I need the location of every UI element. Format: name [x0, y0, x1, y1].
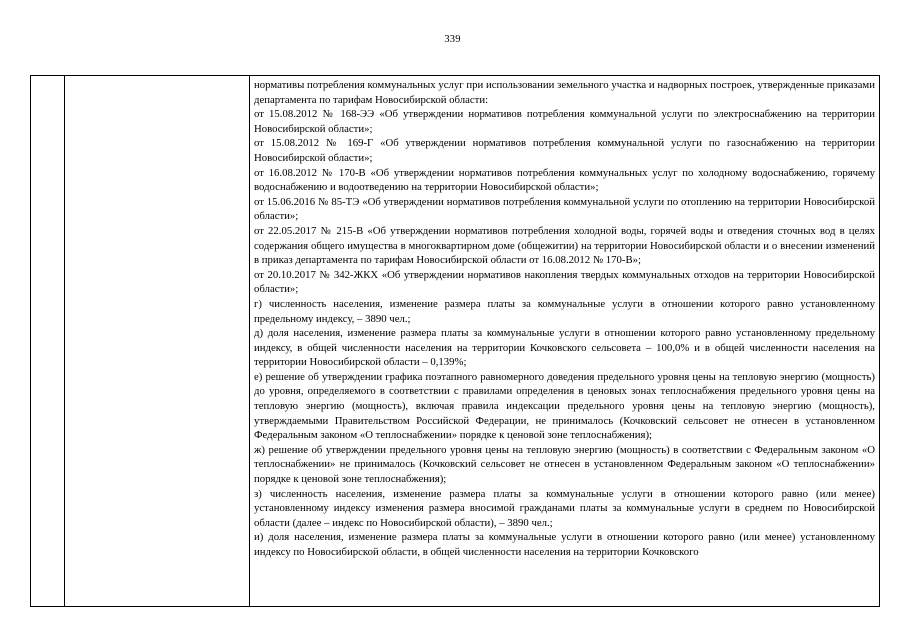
- table-row: [31, 76, 880, 607]
- paragraph: нормативы потребления коммунальных услуг при использовании земельного участка и надворных построек, утвержденные приказами департамента по тарифам Новосибирской области:: [254, 79, 875, 106]
- page-number: 339: [444, 34, 461, 45]
- content-cell: [250, 76, 880, 607]
- paragraph: г) численность населения, изменение размера платы за коммунальные услуги в отношении которого равно установленному предельному индексу, – 3890 чел.;: [254, 297, 875, 325]
- number-cell: [31, 76, 65, 607]
- paragraph: от 15.06.2016 № 85-ТЭ «Об утверждении нормативов потребления коммунальной услуги по отоплению на территории Новосибирской области»;: [254, 195, 875, 223]
- paragraph: от 22.05.2017 № 215-В «Об утверждении нормативов потребления холодной воды, горячей воды и отведения сточных вод в целях содержания общего имущества в многоквартирном доме (общежитии) на территории Новосибирской области и о внесении изменений в приказ департамента по тарифам Новосибирской области от 16.08.2012 № 170-В»;: [254, 224, 875, 267]
- paragraph: от 16.08.2012 № 170-В «Об утверждении нормативов потребления коммунальных услуг по холодному водоснабжению, горячему водоснабжению и водоотведению на территории Новосибирской области»;: [254, 166, 875, 194]
- paragraph: от 15.08.2012 № 169-Г «Об утверждении нормативов потребления коммунальной услуги по газоснабжению на территории Новосибирской области»;: [254, 137, 875, 164]
- paragraph: ж) решение об утверждении предельного уровня цены на тепловую энергию (мощность) в соответствии с Федеральным законом «О теплоснабжении» не принималось (Кочковский сельсовет не отнесен в установленном Федеральным законом «О теплоснабжении» порядке к ценовой зоне теплоснабжения);: [254, 443, 875, 486]
- paragraph: и) доля населения, изменение размера платы за коммунальные услуги в отношении которого равно (или менее) установленному индексу по Новосибирской области, в общей численности населения на территории Кочковского: [254, 531, 875, 558]
- paragraph: от 15.08.2012 № 168-ЭЭ «Об утверждении нормативов потребления коммунальной услуги по электроснабжению на территории Новосибирской области»;: [254, 108, 875, 135]
- paragraph: от 20.10.2017 № 342-ЖКХ «Об утверждении нормативов накопления твердых коммунальных отходов на территории Новосибирской области»;: [254, 268, 875, 296]
- name-cell: [65, 76, 250, 607]
- paragraph: д) доля населения, изменение размера платы за коммунальные услуги в отношении которого равно установленному предельному индексу, в общей численности населения на территории Кочковского сельсовета – 100,0% и в общей численности населения на территории Новосибирской области – 0,139%;: [254, 327, 875, 369]
- document-table: [30, 75, 880, 607]
- paragraph: з) численность населения, изменение размера платы за коммунальные услуги в отношении которого равно (или менее) установленному индексу изменения размера вносимой гражданами платы за коммунальные услуги в среднем по Новосибирской области (далее – индекс по Новосибирской области), – 3890 чел.;: [254, 487, 875, 529]
- paragraph: е) решение об утверждении графика поэтапного равномерного доведения предельного уровня цены на тепловую энергию (мощность) до уровня, определяемого в соответствии с правилами определения в ценовых зонах теплоснабжения предельного уровня цены на тепловую энергию (мощность), включая правила индексации предельного уровня цены на тепловую энергию (мощность), утверждаемыми Правительством Российской Федерации, не принималось (Кочковский сельсовет не отнесен в установленном Федеральным законом «О теплоснабжении» порядке к ценовой зоне теплоснабжения);: [254, 370, 875, 442]
